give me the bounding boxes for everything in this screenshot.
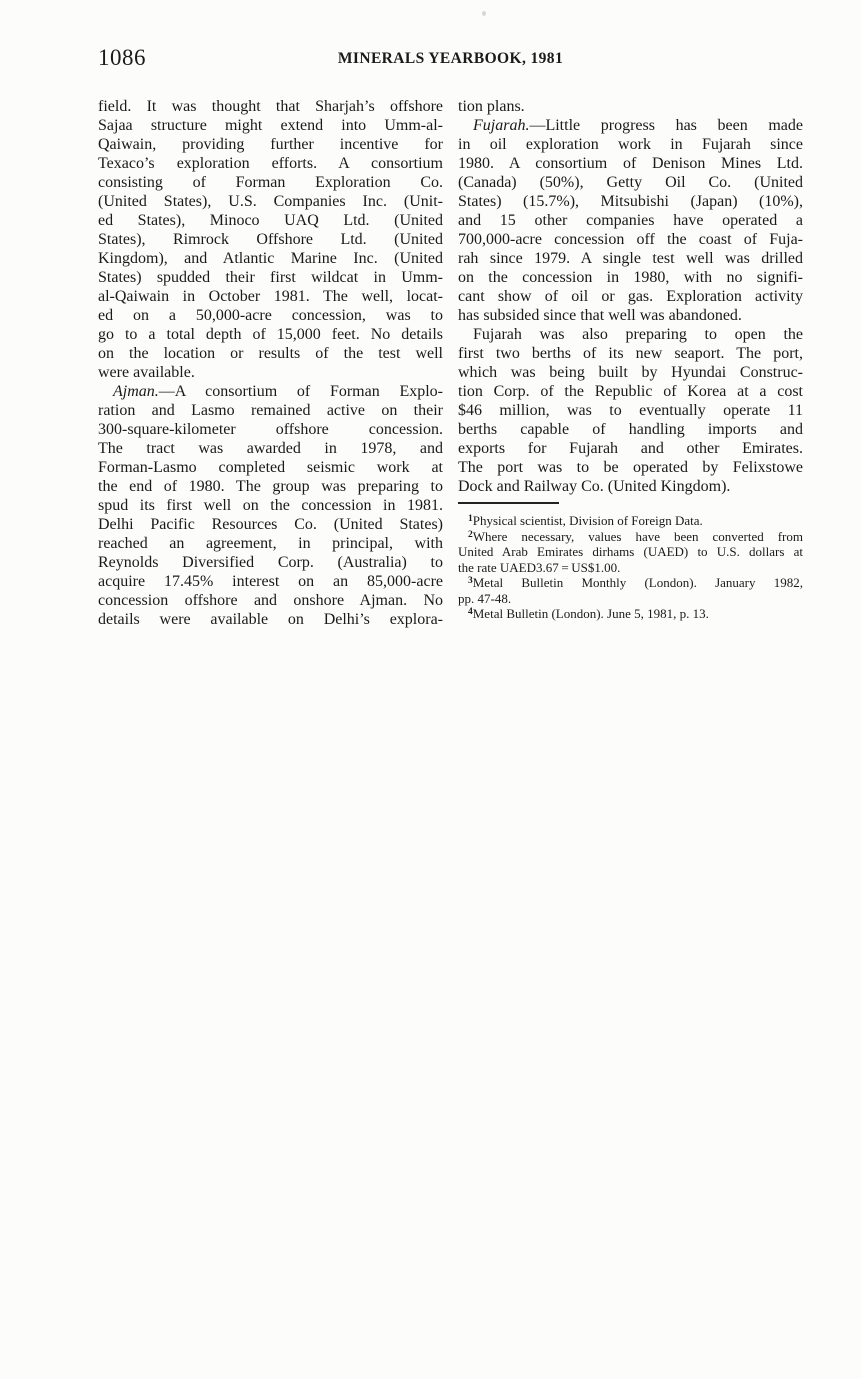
- footnote-marker: 1: [468, 514, 473, 524]
- text-line: consisting of Forman Exploration Co.: [98, 174, 443, 191]
- footnote-line: [458, 575, 803, 591]
- page-number: 1086: [98, 45, 146, 70]
- text-line: tion plans.: [458, 98, 525, 115]
- text-line: ed States), Minoco UAQ Ltd. (United: [98, 212, 443, 229]
- text-line: The tract was awarded in 1978, and: [98, 440, 443, 457]
- text-line: al-Qaiwain in October 1981. The well, locat-: [98, 288, 443, 305]
- running-head: [98, 46, 803, 72]
- right-column: [458, 97, 803, 496]
- footnote-text: United Arab Emirates dirhams (UAED) to U.S. dollars at: [458, 544, 803, 559]
- text-line: on the location or results of the test well: [98, 345, 443, 362]
- footnote-separator: [458, 502, 559, 504]
- text-line: acquire 17.45% interest on an 85,000-acre: [98, 573, 443, 590]
- left-column: [98, 97, 443, 629]
- footnote-line: [458, 606, 803, 622]
- text-line: berths capable of handling imports and: [458, 421, 803, 438]
- footnote-line: [458, 529, 803, 545]
- text-line: first two berths of its new seaport. The port,: [458, 345, 803, 362]
- text-line: 700,000-acre concession off the coast of Fuja-: [458, 231, 803, 248]
- footnote-text: Metal Bulletin Monthly (London). January 1982,: [472, 575, 803, 590]
- footnote-marker: 2: [468, 529, 473, 540]
- paragraph-lead-rest: —A consortium of Forman Explo-: [158, 383, 443, 400]
- text-line: details were available on Delhi’s explora-: [98, 611, 443, 628]
- text-line: which was being built by Hyundai Construc-: [458, 364, 803, 381]
- footnote-line: [458, 513, 803, 529]
- text-line: Dock and Railway Co. (United Kingdom).: [458, 478, 731, 495]
- text-line: (Canada) (50%), Getty Oil Co. (United: [458, 174, 803, 191]
- text-line: (United States), U.S. Companies Inc. (Unit-: [98, 193, 443, 210]
- text-line: reached an agreement, in principal, with: [98, 535, 443, 552]
- footnote-marker: 3: [468, 576, 473, 586]
- text-line: [98, 382, 443, 401]
- text-line: Kingdom), and Atlantic Marine Inc. (United: [98, 250, 443, 267]
- text-line: tion Corp. of the Republic of Korea at a cost: [458, 383, 803, 400]
- text-line: Delhi Pacific Resources Co. (United States): [98, 516, 443, 533]
- footnote-line: [458, 591, 803, 607]
- text-line: States) spudded their first wildcat in Umm-: [98, 269, 443, 286]
- text-line: [458, 116, 803, 135]
- text-line: go to a total depth of 15,000 feet. No details: [98, 326, 443, 343]
- text-line: were available.: [98, 364, 195, 381]
- paragraph-lead-italic: Fujarah.: [473, 117, 530, 134]
- text-line: Fujarah was also preparing to open the: [473, 326, 803, 343]
- text-line: $46 million, was to eventually operate 11: [458, 402, 803, 419]
- text-line: the end of 1980. The group was preparing to: [98, 478, 443, 495]
- text-line: Reynolds Diversified Corp. (Australia) to: [98, 554, 443, 571]
- paragraph-lead-rest: —Little progress has been made: [529, 117, 803, 134]
- text-line: concession offshore and onshore Ajman. No: [98, 592, 443, 609]
- text-line: Qaiwain, providing further incentive for: [98, 136, 443, 153]
- scan-speck: [482, 11, 486, 16]
- text-line: The port was to be operated by Felixstowe: [458, 459, 803, 476]
- text-line: ed on a 50,000-acre concession, was to: [98, 307, 443, 324]
- text-line: has subsided since that well was abandoned.: [458, 307, 742, 324]
- footnote-text: Where necessary, values have been converted from: [472, 528, 803, 544]
- text-line: field. It was thought that Sharjah’s offshore: [98, 98, 443, 115]
- text-line: Sajaa structure might extend into Umm-al-: [98, 117, 443, 134]
- footnote-text: Metal Bulletin (London). June 5, 1981, p. 13.: [472, 606, 709, 621]
- footnote-line: [458, 544, 803, 560]
- footnote-text: Physical scientist, Division of Foreign Data.: [472, 513, 703, 528]
- footnote-text: the rate UAED3.67 = US$1.00.: [458, 559, 621, 575]
- text-line: rah since 1979. A single test well was drilled: [458, 250, 803, 267]
- text-line: on the concession in 1980, with no signifi-: [458, 269, 803, 286]
- text-line: cant show of oil or gas. Exploration activity: [458, 288, 803, 305]
- text-line: 300-square-kilometer offshore concession.: [98, 421, 443, 438]
- text-line: Forman-Lasmo completed seismic work at: [98, 459, 443, 476]
- text-line: States), Rimrock Offshore Ltd. (United: [98, 231, 443, 248]
- text-line: in oil exploration work in Fujarah since: [458, 136, 803, 153]
- footnote-marker: 4: [468, 607, 473, 617]
- footnote-line: [458, 560, 803, 576]
- text-line: spud its first well on the concession in 1981.: [98, 497, 443, 514]
- text-line: States) (15.7%), Mitsubishi (Japan) (10%),: [458, 193, 803, 210]
- footnote-text: pp. 47-48.: [458, 590, 512, 606]
- paragraph-lead-italic: Ajman.: [113, 383, 159, 400]
- running-title: MINERALS YEARBOOK, 1981: [337, 50, 564, 67]
- text-line: 1980. A consortium of Denison Mines Ltd.: [458, 155, 803, 172]
- text-line: Texaco’s exploration efforts. A consortium: [98, 155, 443, 172]
- text-line: exports for Fujarah and other Emirates.: [458, 440, 803, 457]
- footnotes: [458, 502, 803, 622]
- text-line: and 15 other companies have operated a: [458, 212, 803, 229]
- text-line: ration and Lasmo remained active on their: [98, 402, 443, 419]
